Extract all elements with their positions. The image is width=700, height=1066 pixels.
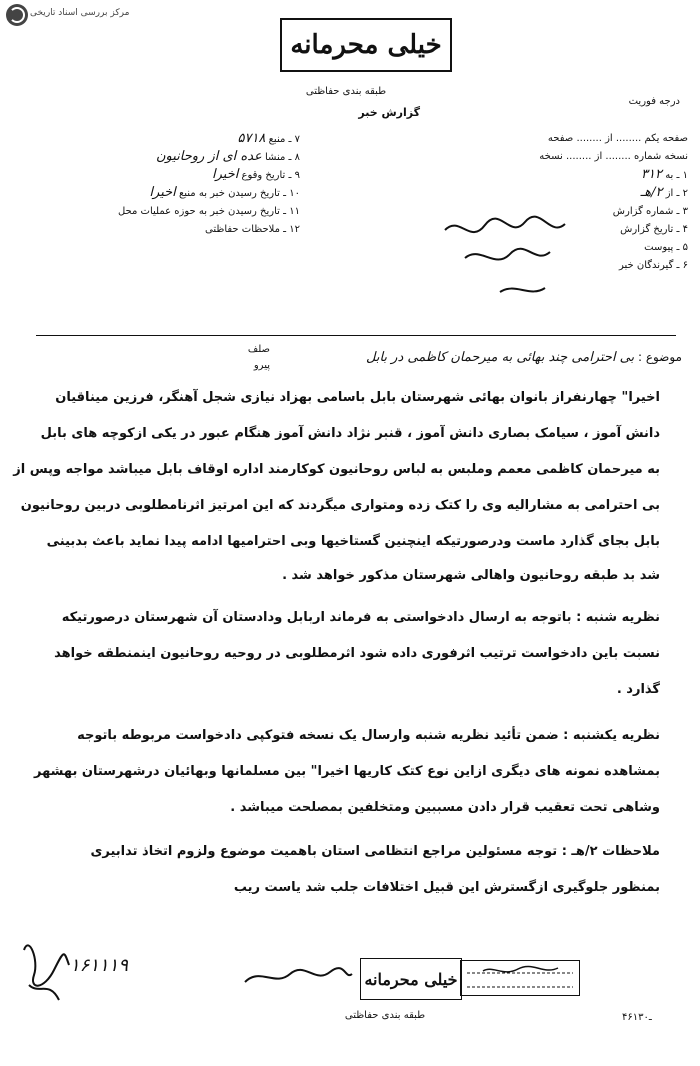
classification-stamp-bottom: خیلی محرمانه <box>360 958 462 1000</box>
report-date-field: ۴ ـ تاریخ گزارش <box>620 224 688 235</box>
urgency-degree-label: درجه فوریت <box>628 96 680 107</box>
page-number-field: صفحه یکم ........ از ........ صفحه <box>547 133 688 144</box>
subject-label: موضوع <box>645 350 682 364</box>
from-field: ۲ ـ از ۲/هـ <box>640 185 688 200</box>
recipients-field: ۶ ـ گیرندگان خبر <box>618 260 688 271</box>
body-line: بابل بجای گذارد ماست ودرصورتیکه اینچنین گستاخیها وبی احترامیها ادامه پیدا نماید باعث بدبینی <box>46 534 660 549</box>
news-received-date-field: ۱۰ ـ تاریخ رسیدن خبر به منبع اخیرا <box>149 185 300 200</box>
date-stamp-scribble-icon <box>463 963 577 993</box>
attachment-field: ۵ ـ پیوست <box>644 242 688 253</box>
body-line: بی احترامی به مشارالیه وی را کتک زده ومتواری میگردند که این امرتیز اثرنامطلوبی دربین روحانیون <box>20 498 660 513</box>
body-line: به میرحمان کاظمی معمم وملبس به لباس روحانیون کوکارمند اداره اوقاف بابل میباشد مواجه وپس از <box>13 462 660 477</box>
body-line: شد بد طبقه روحانیون واهالی شهرستان مذکور خواهد شد . <box>282 568 660 583</box>
to-field: ۱ ـ به ۳۱۲ <box>641 167 688 182</box>
operation-area-date-field: ۱۱ ـ تاریخ رسیدن خبر به حوزه عملیات محل <box>117 206 300 217</box>
report-type: گزارش خبر <box>358 106 420 119</box>
subject-side-top: صلف <box>247 344 270 355</box>
body-line: بمنظور جلوگیری ازگسترش این قبیل اختلافات جلب شد یاست ریب <box>233 880 660 895</box>
subject-side-bottom: پیرو <box>253 360 270 371</box>
body-line: گذارد . <box>616 682 660 697</box>
subject-text: بی احترامی چند بهائی به میرحمان کاظمی در بابل <box>366 350 635 365</box>
body-line: نظریه یکشنبه : ضمن تأئید نظریه شنبه وارسال یک نسخه فتوکپی دادخواست مربوطه باتوجه <box>77 728 660 743</box>
handwritten-side-note <box>14 930 74 1015</box>
source-field: ۷ ـ منبع ۵۷۱۸ <box>237 131 300 146</box>
body-line: وشاهی تحت تعقیب قرار دادن مسببین ومتخلفین بمصلحت میباشد . <box>230 800 660 815</box>
classification-stamp: خیلی محرمانه <box>280 18 452 72</box>
subject-line: موضوع : بی احترامی چند بهائی به میرحمان کاظمی در بابل <box>366 350 682 365</box>
classification-label-bottom: طبقه بندی حفاظتی <box>344 1010 426 1021</box>
watermark-text: مرکز بررسی اسناد تاریخی <box>30 8 130 18</box>
body-line: دانش آموز ، سیامک بصاری دانش آموز ، قنبر نژاد دانش آموز هنگام عبور در یکی ازکوچه های بابل <box>40 426 660 441</box>
body-line: نظریه شنبه : باتوجه به ارسال دادخواستی به فرماند اربابل ودادستان آن شهرستان درصورتیکه <box>61 610 660 625</box>
body-line: نسبت باین دادخواست ترتیب اثرفوری داده شود اثرمطلوبی در روحیه روحانیون اینمنطقه خواهد <box>54 646 660 661</box>
handwritten-number: ۱۶۱۱۱۹ <box>70 955 129 976</box>
received-date-stamp <box>460 960 580 996</box>
signature-mark <box>240 962 355 992</box>
copy-number-field: نسخه شماره ........ از ........ نسخه <box>539 151 688 162</box>
header-divider <box>36 335 676 336</box>
body-line: اخیرا" چهارنفراز بانوان بهائی شهرستان بابل باسامی بهزاد نیازی شجل آهنگر، فرزین میناقیان <box>55 390 660 405</box>
form-code: ۴۶ـ۱۳۰ <box>622 1012 652 1023</box>
handwritten-report-number-mark <box>440 210 570 300</box>
body-line: ملاحظات ۲/هـ : توجه مسئولین مراجع انتظامی استان باهمیت موضوع ولزوم اتخاذ تدابیری <box>90 844 660 859</box>
classification-label-top: طبقه بندی حفاظتی <box>305 86 387 97</box>
security-notes-field: ۱۲ ـ ملاحظات حفاظتی <box>205 224 300 235</box>
origin-field: ۸ ـ منشا عده ای از روحانیون <box>155 149 300 164</box>
left-fields <box>38 130 300 238</box>
report-number-field: ۳ ـ شماره گزارش <box>612 206 688 217</box>
occurrence-date-field: ۹ ـ تاریخ وقوع اخیرا <box>211 167 300 182</box>
archive-logo-icon <box>6 4 28 26</box>
body-line: بمشاهده نمونه های دیگری ازاین نوع کتک کاریها اخیرا" بین مسلمانها وبهائیان درشهرستان بهشهر <box>34 764 660 779</box>
handwritten-scribble-icon <box>14 930 74 1010</box>
